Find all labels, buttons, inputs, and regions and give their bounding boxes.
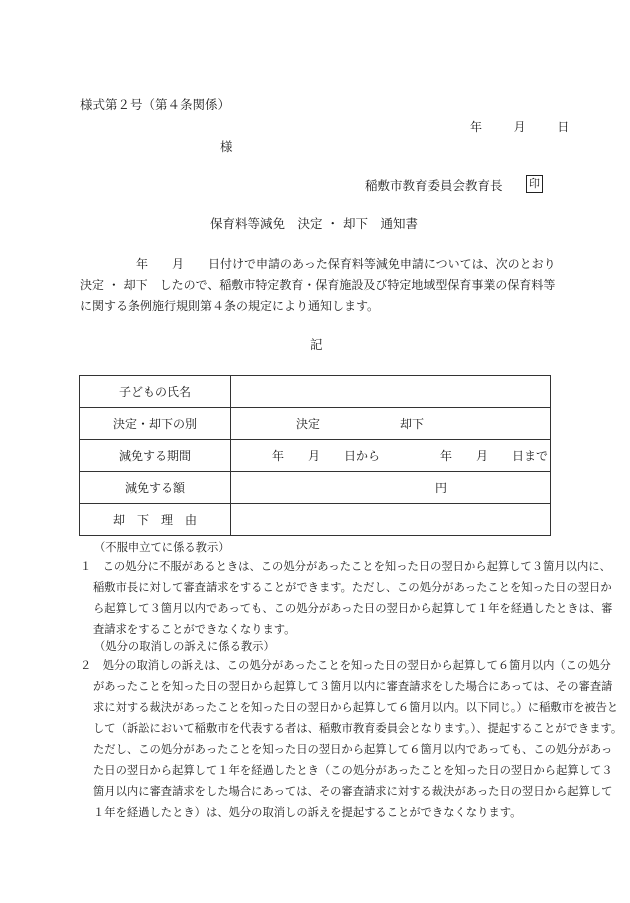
table-row: [80, 504, 551, 536]
child-name-value[interactable]: [231, 376, 551, 408]
form-number: 様式第２号（第４条関係）: [80, 97, 231, 112]
intro-line: に関する条例施行規則第４条の規定により通知します。: [80, 299, 380, 313]
child-name-label: 子どもの氏名: [80, 376, 231, 408]
note-line: して（訴訟において稲敷市を代表する者は、稲敷市教育委員会となります。）、提起することができます。: [93, 722, 623, 735]
intro-paragraph: [80, 254, 556, 317]
decision-option-approve[interactable]: 決定: [296, 417, 321, 431]
revocation-heading: （処分の取消しの訴えに係る教示）: [94, 640, 275, 653]
decision-label: 決定・却下の別: [80, 408, 231, 440]
note-line: た日の翌日から起算して１年を経過したとき（この処分があったことを知った日の翌日から起算して３: [93, 764, 613, 777]
note-line: ら起算して３箇月以内であっても、この処分があった日の翌日から起算して１年を経過したときは、審: [93, 602, 613, 615]
document-title: 保育料等減免 決定 ・ 却下 通知書: [210, 216, 418, 231]
amount-unit: 円: [435, 481, 448, 495]
seal-box: 印: [526, 175, 543, 193]
intro-line: 年 月 日付けで申請のあった保育料等減免申請については、次のとおり: [136, 257, 556, 271]
note-line: 稲敷市長に対して審査請求をすることができます。ただし、この処分があったことを知った日の翌日か: [93, 581, 612, 594]
revocation-note: [80, 655, 623, 823]
amount-label: 減免する額: [80, 472, 231, 504]
appeal-note: [80, 556, 613, 640]
note-line: があったことを知った日の翌日から起算して３箇月以内に審査請求をした場合にあっては、その審査請: [93, 680, 613, 693]
ki-heading: 記: [310, 337, 323, 352]
issuer-name: 稲敷市教育委員会教育長: [365, 178, 503, 193]
period-text: 年 月 日から 年 月 日まで: [272, 449, 549, 463]
table-row: [80, 408, 551, 440]
note-line: ２ 処分の取消しの訴えは、この処分があったことを知った日の翌日から起算して６箇月以内（この処分: [80, 659, 611, 672]
note-line: 箇月以内に審査請求をした場合にあっては、その審査請求に対する裁決があった日の翌日から起算して: [93, 785, 613, 798]
period-value[interactable]: [231, 440, 551, 472]
reason-label: 却 下 理 由: [80, 504, 231, 536]
period-label: 減免する期間: [80, 440, 231, 472]
note-line: １ この処分に不服があるときは、この処分があったことを知った日の翌日から起算して３箇月以内に、: [80, 560, 611, 573]
date-year-label: 年: [470, 120, 483, 134]
table-row: [80, 440, 551, 472]
intro-line: 決定 ・ 却下 したので、稲敷市特定教育・保育施設及び特定地域型保育事業の保育料等: [80, 278, 556, 292]
decision-option-reject[interactable]: 却下: [400, 417, 425, 431]
reason-value[interactable]: [231, 504, 551, 536]
decision-value[interactable]: [231, 408, 551, 440]
details-table: [79, 375, 551, 536]
note-line: 査請求をすることができなくなります。: [93, 623, 296, 636]
amount-value[interactable]: [231, 472, 551, 504]
issue-date: [470, 118, 569, 135]
note-line: 求に対する裁決があったことを知った日の翌日から起算して６箇月以内。以下同じ。）に稲敷市を被告と: [93, 701, 619, 714]
appeal-heading: （不服申立てに係る教示）: [94, 541, 230, 554]
table-row: [80, 472, 551, 504]
note-line: １年を経過したとき）は、処分の取消しの訴えを提起することができなくなります。: [93, 806, 522, 819]
table-row: [80, 376, 551, 408]
note-line: ただし、この処分があったことを知った日の翌日から起算して６箇月以内であっても、この処分があっ: [93, 743, 613, 756]
recipient-suffix: 様: [220, 139, 233, 154]
date-day-label: 日: [557, 120, 570, 134]
date-month-label: 月: [513, 120, 526, 134]
